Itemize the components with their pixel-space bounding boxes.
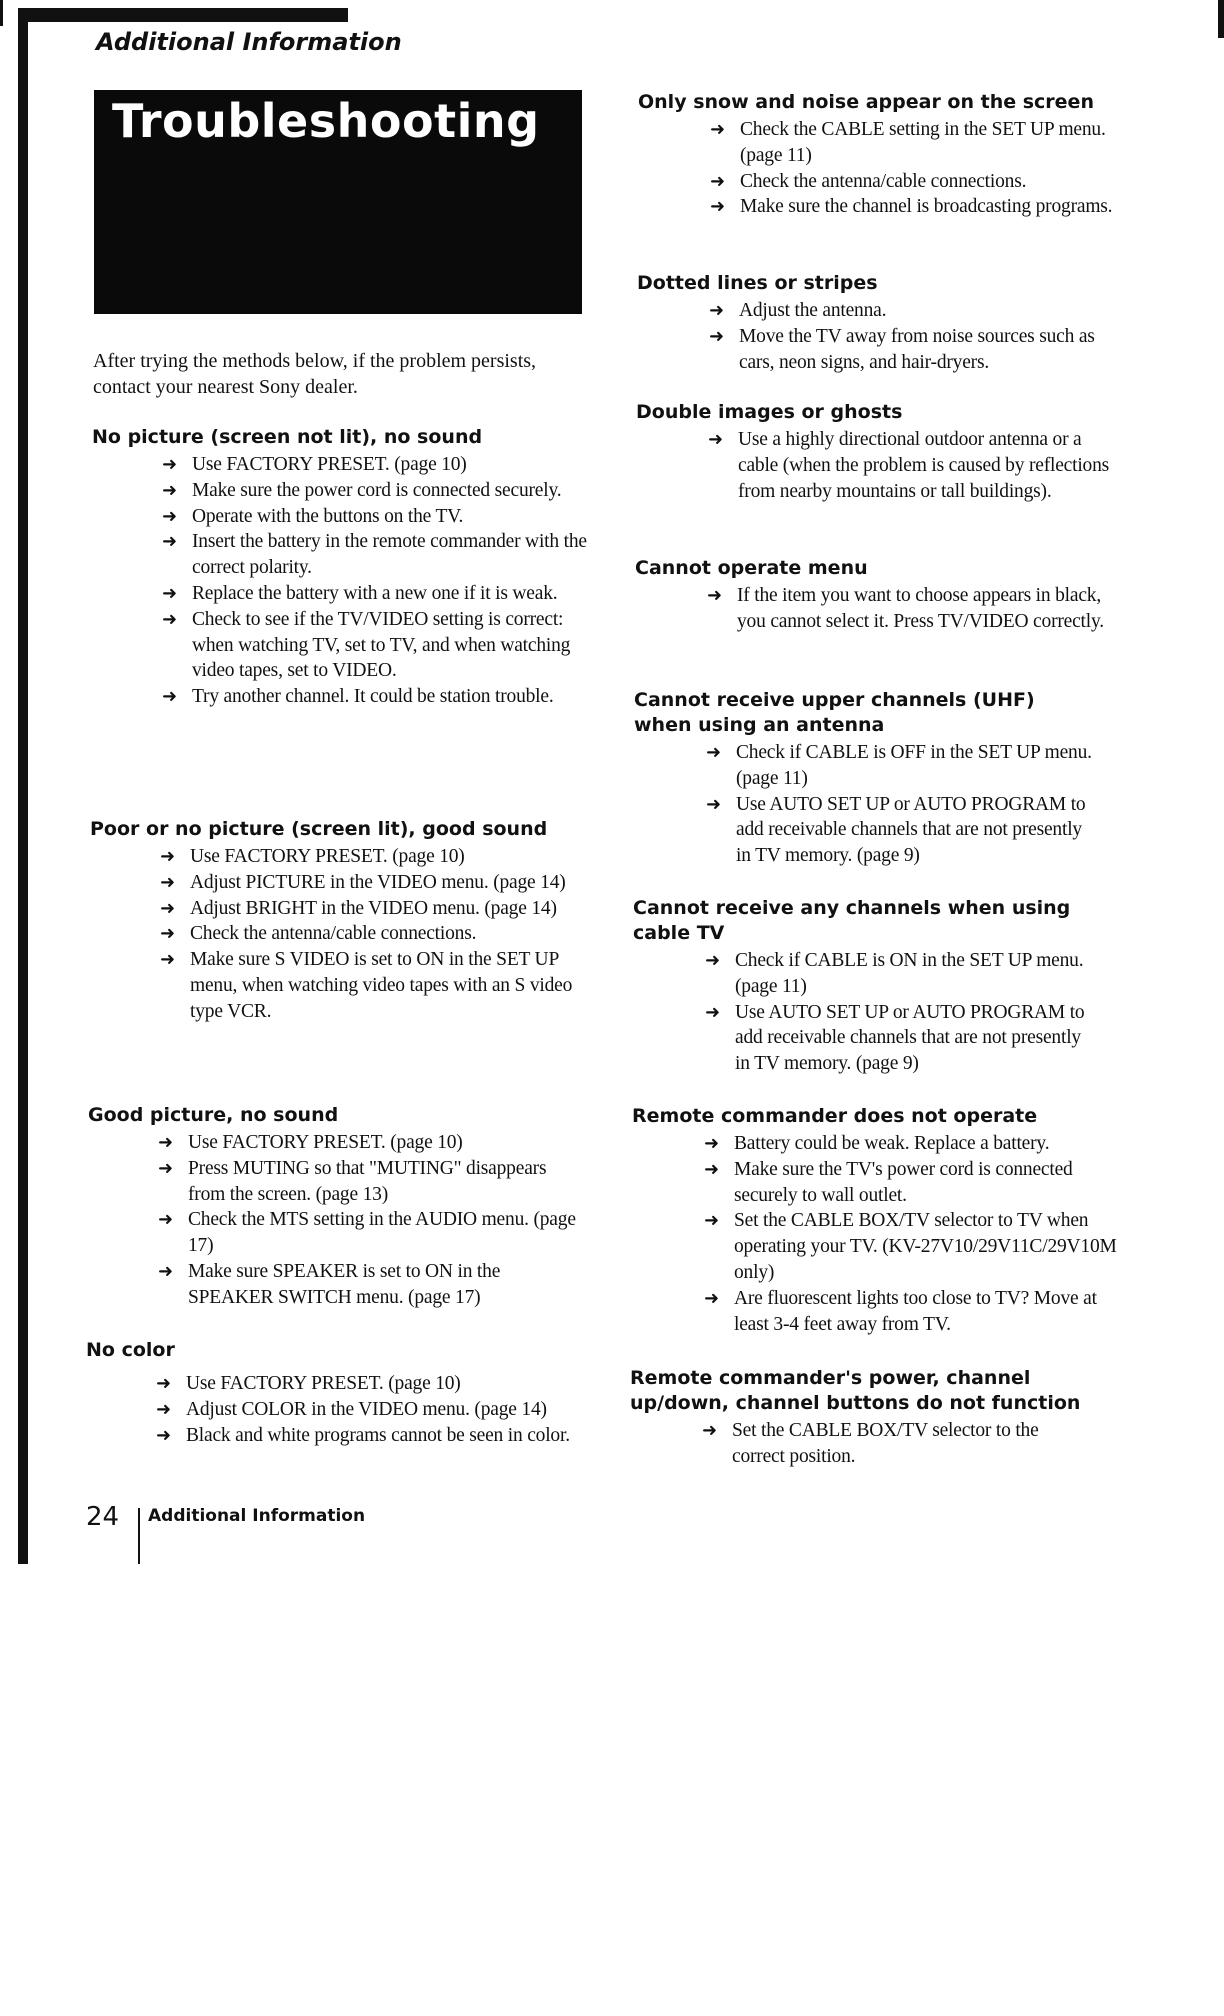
page-number: 24: [86, 1502, 120, 1532]
problem-heading: Poor or no picture (screen lit), good sound: [90, 818, 548, 840]
solution-step: [160, 921, 590, 947]
solution-step: [704, 1157, 1122, 1209]
solution-step-text: Replace the battery with a new one if it is weak.: [192, 582, 558, 604]
problem-heading: Only snow and noise appear on the screen: [638, 91, 1094, 113]
solution-step: [160, 844, 590, 870]
solution-step: [708, 427, 1126, 504]
solution-step: [704, 1286, 1122, 1338]
problem-block: [92, 425, 592, 710]
solution-step: [705, 948, 1093, 1000]
solution-step: [162, 478, 592, 504]
solution-step: [705, 1000, 1093, 1077]
title-banner: [94, 90, 582, 314]
solution-step-text: Move the TV away from noise sources such as cars, neon signs, and hair-dryers.: [739, 325, 1095, 373]
problem-heading: Cannot operate menu: [635, 557, 868, 579]
solution-list: [702, 1418, 1090, 1470]
solution-list: [162, 452, 592, 710]
arrow-right-icon: ➜: [158, 1157, 173, 1179]
solution-list: [160, 844, 590, 1025]
footer-divider: [138, 1508, 140, 1564]
solution-list: [156, 1371, 586, 1448]
problem-block: [635, 556, 1125, 635]
arrow-right-icon: ➜: [705, 1001, 720, 1023]
problem-heading: Cannot receive upper channels (UHF) when using an antenna: [634, 689, 1035, 736]
solution-step-text: Battery could be weak. Replace a battery.: [734, 1133, 1050, 1154]
scan-edge-mark: [0, 0, 3, 26]
solution-step-text: Use FACTORY PRESET. (page 10): [190, 846, 465, 867]
arrow-right-icon: ➜: [160, 846, 175, 867]
arrow-right-icon: ➜: [702, 1420, 717, 1441]
arrow-right-icon: ➜: [709, 325, 724, 347]
solution-step-text: Set the CABLE BOX/TV selector to the correct position.: [732, 1420, 1039, 1467]
arrow-right-icon: ➜: [160, 897, 175, 919]
arrow-right-icon: ➜: [704, 1158, 719, 1180]
arrow-right-icon: ➜: [709, 300, 724, 321]
solution-step-text: Are fluorescent lights too close to TV? Move at least 3-4 feet away from TV.: [734, 1287, 1097, 1335]
solution-list: [704, 1131, 1122, 1337]
arrow-right-icon: ➜: [707, 585, 722, 606]
arrow-right-icon: ➜: [704, 1287, 719, 1309]
arrow-right-icon: ➜: [158, 1132, 173, 1153]
solution-list: [708, 427, 1126, 504]
arrow-right-icon: ➜: [706, 742, 721, 763]
solution-step-text: Check to see if the TV/VIDEO setting is correct: when watching TV, set to TV, and when watching video tapes, set to VIDEO.: [192, 608, 571, 682]
solution-step-text: Use FACTORY PRESET. (page 10): [188, 1132, 463, 1153]
solution-step-text: Use FACTORY PRESET. (page 10): [192, 454, 467, 475]
problem-heading: No color: [86, 1339, 175, 1361]
solution-step: [156, 1371, 586, 1397]
problem-block: [630, 1366, 1090, 1470]
solution-step: [710, 169, 1128, 195]
solution-step: [162, 581, 592, 607]
problem-heading: Double images or ghosts: [636, 401, 903, 423]
solution-list: [705, 948, 1093, 1077]
arrow-right-icon: ➜: [705, 950, 720, 971]
arrow-right-icon: ➜: [162, 531, 177, 553]
solution-step: [162, 452, 592, 478]
arrow-right-icon: ➜: [162, 479, 177, 501]
solution-step: [709, 324, 1127, 376]
problem-heading: Dotted lines or stripes: [637, 272, 878, 294]
arrow-right-icon: ➜: [156, 1373, 171, 1394]
problem-heading: Remote commander's power, channel up/down, channel buttons do not function: [630, 1367, 1081, 1414]
problem-block: [633, 896, 1093, 1077]
problem-block: [637, 271, 1127, 375]
solution-step-text: Make sure SPEAKER is set to ON in the SPEAKER SWITCH menu. (page 17): [188, 1260, 501, 1308]
arrow-right-icon: ➜: [156, 1398, 171, 1420]
solution-step-text: Press MUTING so that "MUTING" disappears from the screen. (page 13): [188, 1157, 547, 1205]
solution-list: [706, 740, 1094, 869]
solution-step-text: Check the CABLE setting in the SET UP menu. (page 11): [740, 119, 1106, 166]
solution-step-text: Make sure S VIDEO is set to ON in the SET UP menu, when watching video tapes with an S video type VCR.: [190, 949, 573, 1022]
problem-block: [86, 1338, 586, 1448]
problem-block: [632, 1104, 1122, 1337]
problem-block: [88, 1103, 588, 1311]
page-title: Troubleshooting: [112, 94, 540, 148]
problem-heading: No picture (screen not lit), no sound: [92, 426, 483, 448]
solution-step: [706, 740, 1094, 792]
arrow-right-icon: ➜: [158, 1260, 173, 1282]
solution-step: [162, 684, 592, 710]
solution-list: [158, 1130, 588, 1311]
arrow-right-icon: ➜: [156, 1424, 171, 1446]
solution-step-text: Check the antenna/cable connections.: [190, 923, 477, 945]
arrow-right-icon: ➜: [162, 454, 177, 475]
solution-step-text: Operate with the buttons on the TV.: [192, 505, 464, 527]
solution-step-text: Check the antenna/cable connections.: [740, 170, 1027, 192]
solution-step-text: Set the CABLE BOX/TV selector to TV when operating your TV. (KV-27V10/29V11C/29V10M only): [734, 1210, 1117, 1283]
solution-step: [710, 117, 1128, 169]
solution-step: [162, 607, 592, 684]
solution-step-text: Check if CABLE is OFF in the SET UP menu. (page 11): [736, 742, 1092, 789]
solution-step: [162, 529, 592, 581]
solution-step-text: Black and white programs cannot be seen in color.: [186, 1424, 570, 1446]
solution-step-text: Use FACTORY PRESET. (page 10): [186, 1373, 461, 1394]
solution-step-text: Use AUTO SET UP or AUTO PROGRAM to add receivable channels that are not presently in TV memory. (page 9): [736, 793, 1086, 867]
arrow-right-icon: ➜: [162, 686, 177, 708]
footer-section-label: Additional Information: [148, 1506, 366, 1526]
solution-step: [160, 947, 590, 1024]
solution-list: [710, 117, 1128, 220]
arrow-right-icon: ➜: [162, 608, 177, 630]
arrow-right-icon: ➜: [162, 505, 177, 527]
scan-edge-mark: [1218, 0, 1224, 38]
solution-step-text: If the item you want to choose appears in black, you cannot select it. Press TV/VIDEO correctly.: [737, 585, 1104, 632]
section-side-bar: [18, 8, 28, 1564]
solution-step-text: Adjust COLOR in the VIDEO menu. (page 14): [186, 1398, 547, 1420]
arrow-right-icon: ➜: [706, 793, 721, 815]
problem-block: [636, 400, 1126, 504]
solution-step: [709, 298, 1127, 324]
solution-list: [707, 583, 1125, 635]
problem-heading: Cannot receive any channels when using cable TV: [633, 897, 1071, 944]
arrow-right-icon: ➜: [162, 582, 177, 604]
solution-step: [702, 1418, 1090, 1470]
problem-block: [634, 688, 1094, 869]
solution-step: [158, 1130, 588, 1156]
solution-step-text: Check the MTS setting in the AUDIO menu. (page 17): [188, 1209, 576, 1257]
solution-step: [706, 792, 1094, 869]
arrow-right-icon: ➜: [708, 429, 723, 450]
arrow-right-icon: ➜: [710, 119, 725, 140]
solution-step-text: Insert the battery in the remote commander with the correct polarity.: [192, 531, 587, 579]
solution-step: [160, 896, 590, 922]
solution-list: [709, 298, 1127, 375]
solution-step-text: Adjust PICTURE in the VIDEO menu. (page 14): [190, 871, 566, 893]
solution-step: [710, 194, 1128, 220]
solution-step: [158, 1207, 588, 1259]
solution-step-text: Adjust BRIGHT in the VIDEO menu. (page 14): [190, 897, 557, 919]
solution-step: [158, 1259, 588, 1311]
solution-step-text: Make sure the TV's power cord is connected securely to wall outlet.: [734, 1158, 1073, 1206]
solution-step: [160, 870, 590, 896]
solution-step-text: Adjust the antenna.: [739, 300, 887, 321]
solution-step-text: Use AUTO SET UP or AUTO PROGRAM to add receivable channels that are not presently in TV memory. (page 9): [735, 1001, 1085, 1075]
intro-paragraph: After trying the methods below, if the problem persists, contact your nearest Sony dealer.: [93, 350, 537, 398]
solution-step: [156, 1423, 586, 1449]
problem-block: [90, 817, 590, 1025]
arrow-right-icon: ➜: [160, 949, 175, 971]
section-title: Additional Information: [96, 28, 402, 56]
section-tab-bar: [18, 8, 348, 22]
arrow-right-icon: ➜: [704, 1133, 719, 1154]
solution-step: [162, 504, 592, 530]
arrow-right-icon: ➜: [158, 1209, 173, 1231]
solution-step: [704, 1131, 1122, 1157]
arrow-right-icon: ➜: [160, 923, 175, 945]
solution-step: [156, 1397, 586, 1423]
solution-step-text: Make sure the power cord is connected securely.: [192, 479, 562, 501]
arrow-right-icon: ➜: [710, 170, 725, 192]
arrow-right-icon: ➜: [710, 196, 725, 218]
solution-step-text: Make sure the channel is broadcasting programs.: [740, 196, 1113, 218]
arrow-right-icon: ➜: [704, 1210, 719, 1232]
solution-step: [707, 583, 1125, 635]
solution-step-text: Try another channel. It could be station trouble.: [192, 686, 554, 708]
solution-step-text: Use a highly directional outdoor antenna or a cable (when the problem is caused by reflections from nearby mountains or tall buildings).: [738, 429, 1110, 502]
solution-step: [158, 1156, 588, 1208]
problem-heading: Remote commander does not operate: [632, 1105, 1038, 1127]
problem-block: [638, 90, 1128, 220]
solution-step-text: Check if CABLE is ON in the SET UP menu. (page 11): [735, 950, 1084, 997]
arrow-right-icon: ➜: [160, 871, 175, 893]
problem-heading: Good picture, no sound: [88, 1104, 339, 1126]
solution-step: [704, 1208, 1122, 1285]
